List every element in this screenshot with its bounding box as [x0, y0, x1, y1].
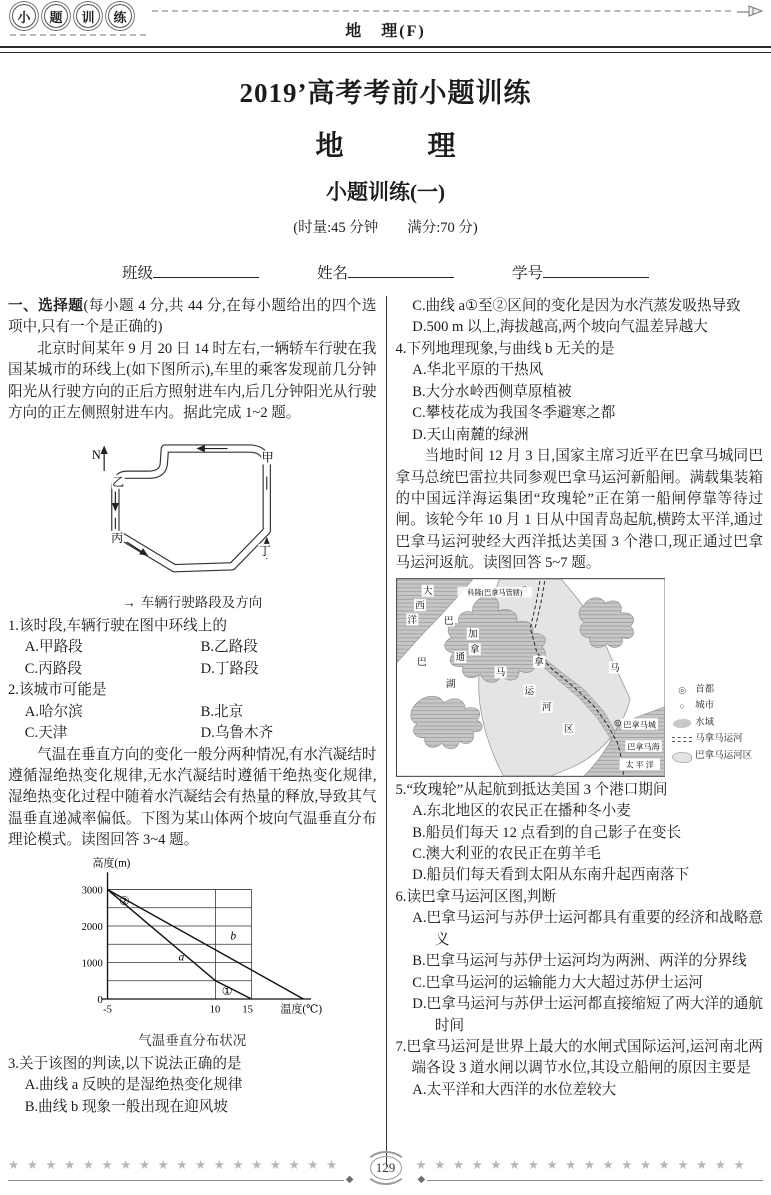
- canal-dash-icon: [671, 737, 693, 742]
- title-block: [0, 71, 771, 237]
- option: D.乌鲁木齐: [200, 725, 274, 742]
- svg-text:运: 运: [524, 685, 534, 697]
- diamond-icon: ◆: [417, 1174, 426, 1185]
- option: A.华北平原的干热风: [412, 362, 544, 379]
- panama-map-figure: [396, 578, 764, 777]
- star-row-left: ★★★★★★★★★★★★★★★★★★: [8, 1158, 345, 1172]
- svg-text:15: 15: [242, 1004, 254, 1016]
- legend-zone: [671, 752, 763, 763]
- option: C.曲线 a①至②区间的变化是因为水汽蒸发吸热导致: [412, 298, 741, 314]
- curve-a-label: a: [178, 951, 185, 964]
- svg-text:河: 河: [541, 701, 551, 713]
- footer-rule-left: [8, 1180, 344, 1181]
- svg-text:巴拿马海: 巴拿马海: [626, 742, 660, 752]
- road-diagram: [42, 428, 342, 585]
- svg-text:乙: 乙: [112, 474, 125, 489]
- svg-text:湖: 湖: [445, 678, 455, 690]
- left-column: [8, 296, 386, 1166]
- svg-text:-5: -5: [103, 1004, 113, 1016]
- option: B.船员们每天 12 点看到的自己影子在变长: [412, 824, 682, 841]
- svg-text:通: 通: [454, 651, 465, 663]
- city-icon: ○: [679, 701, 685, 712]
- svg-text:0: 0: [97, 994, 103, 1006]
- logo-char: 练: [108, 4, 132, 28]
- option: C.巴拿马运河的运输能力大大超过苏伊士运河: [412, 974, 703, 991]
- chart-y-axis-label: 高度(m): [92, 857, 131, 870]
- pencil-icon: [735, 2, 765, 20]
- svg-text:丙: 丙: [111, 530, 124, 545]
- svg-text:巴: 巴: [443, 615, 454, 627]
- direction-arrow-icon: →: [122, 595, 135, 611]
- svg-text:1000: 1000: [81, 958, 103, 970]
- mark-1: ①: [222, 983, 233, 998]
- question-4-options: [396, 360, 764, 446]
- temperature-chart-caption: 气温垂直分布状况: [138, 1033, 247, 1049]
- right-column: [386, 296, 764, 1166]
- option: B.北京: [200, 703, 244, 720]
- option: A.哈尔滨: [24, 703, 83, 720]
- intro-paragraph-panama: 当地时间 12 月 3 日,国家主席习近平在巴拿马城同巴拿马总统巴雷拉共同参观巴拿马运河新船闸。满载集装箱的中国远洋海运集团“玫瑰轮”正在第一船闸停靠等待过闸。该轮今年 10 月 1 日从中国青岛起航,横跨太平洋,通过巴拿马运河驶经大西洋抵达美国 3 个港口,现正通过巴拿马运河返航。读图回答 5~7 题。: [395, 448, 763, 572]
- legend-canal: [671, 735, 763, 745]
- class-blank: [153, 262, 259, 279]
- footer-left-decoration: [8, 1157, 356, 1185]
- water-area-icon: [671, 719, 693, 728]
- intro-paragraph-temperature: 气温在垂直方向的变化一般分两种情况,有水汽凝结时遵循湿绝热变化规律,无水汽凝结时遵循干绝热变化规律,湿绝热变化过程中随着水汽凝结会有热量的释放,导致其气温垂直递减率偏低。下图为某山体两个坡向气温垂直分布理论模式。读图回答 3~4 题。: [8, 746, 377, 849]
- option: A.曲线 a 反映的是湿绝热变化规律: [24, 1077, 243, 1094]
- question-6-options: [396, 908, 764, 1037]
- header-dashed-rule: [152, 10, 731, 12]
- question-5-options: [396, 801, 764, 887]
- exam-subject: 地 理: [315, 131, 456, 162]
- id-field: [512, 261, 649, 283]
- name-label: 姓名: [316, 265, 348, 282]
- svg-text:马: 马: [495, 667, 505, 679]
- class-label: 班级: [121, 265, 153, 282]
- question-3-stem: 3.关于该图的判读,以下说法正确的是: [8, 1056, 242, 1072]
- question-4-stem: 4.下列地理现象,与曲线 b 无关的是: [395, 340, 615, 357]
- option: C.天津: [24, 725, 68, 742]
- footer-right-decoration: [416, 1157, 764, 1185]
- option: D.天山南麓的绿洲: [412, 426, 529, 443]
- road-diagram-figure: [8, 428, 377, 613]
- temperature-chart: [48, 855, 336, 1023]
- mark-2: ②: [119, 893, 131, 908]
- svg-text:大: 大: [422, 585, 432, 597]
- svg-text:2000: 2000: [81, 921, 103, 933]
- question-1-stem: 1.该时段,车辆行驶在图中环线上的: [8, 617, 227, 634]
- exam-main-title: 2019’高考考前小题训练: [239, 78, 532, 108]
- pacific-label: [619, 758, 659, 770]
- question-1-options: [8, 637, 377, 680]
- logo-char: 小: [12, 4, 36, 28]
- chart-x-axis-label: 温度(℃): [280, 1003, 323, 1016]
- panama-canal-map: [396, 578, 666, 777]
- svg-text:太 平 洋: 太 平 洋: [624, 760, 654, 770]
- legend-label: 马拿马运河: [695, 734, 743, 745]
- road-label-jia: [261, 450, 274, 464]
- svg-text:拿: 拿: [533, 656, 544, 668]
- option: D.丁路段: [200, 660, 259, 677]
- logo-char: 题: [44, 4, 68, 28]
- svg-text:甲: 甲: [261, 450, 275, 465]
- svg-text:西: 西: [414, 600, 425, 612]
- legend-label: 城市: [695, 701, 715, 712]
- option: B.大分水岭西侧草原植被: [412, 383, 572, 400]
- road-caption-text: 车辆行驶路段及方向: [140, 595, 263, 611]
- question-7-stem: 7.巴拿马运河是世界上最大的水闸式国际运河,运河南北两端各设 3 道水闸以调节水位,其设立船闸的原因主要是: [395, 1038, 763, 1077]
- logo-char: 训: [76, 4, 100, 28]
- page-header: [0, 0, 771, 46]
- legend-water: [671, 719, 763, 729]
- option: B.乙路段: [200, 639, 258, 656]
- option: A.东北地区的农民正在播种冬小麦: [412, 803, 631, 820]
- legend-label: 水域: [695, 717, 715, 728]
- panama-city-capital-marker: [614, 720, 620, 726]
- name-blank: [348, 262, 454, 279]
- option: D.巴拿马运河与苏伊士运河都直接缩短了两大洋的通航时间: [412, 996, 763, 1034]
- svg-text:区: 区: [563, 723, 574, 735]
- option: D.500 m 以上,海拔越高,两个坡向气温差异越大: [412, 319, 708, 336]
- section-heading-rest: (每小题 4 分,共 44 分,在每小题给出的四个选项中,只有一个是正确的): [8, 298, 377, 336]
- svg-text:巴拿马城: 巴拿马城: [622, 720, 656, 730]
- svg-text:丁: 丁: [259, 543, 272, 558]
- legend-label: 首都: [695, 684, 715, 695]
- panama-bay-label: [625, 740, 661, 752]
- svg-text:加: 加: [467, 628, 478, 640]
- option: C.澳大利亚的农民正在剪羊毛: [412, 846, 601, 862]
- option: C.攀枝花成为我国冬季避寒之都: [412, 405, 616, 422]
- exam-meta: (时量:45 分钟 满分:70 分): [293, 220, 478, 236]
- question-7-options: [396, 1080, 764, 1101]
- intro-paragraph-sun: 北京时间某年 9 月 20 日 14 时左右,一辆轿车行驶在我国某城市的环线上(如下图所示),车里的乘客发现前几分钟阳光从行驶方向的正后方照射进车内,后几分钟阳光从行驶方向的正左侧照射进车内。据此完成 1~2 题。: [8, 340, 377, 422]
- exam-subtitle: 小题训练(一): [326, 180, 445, 204]
- canal-zone-icon: [671, 752, 693, 763]
- footer-rule-right: [427, 1180, 763, 1181]
- name-field: [317, 261, 454, 283]
- option: A.太平洋和大西洋的水位差较大: [412, 1081, 617, 1098]
- diamond-icon: ◆: [345, 1174, 354, 1185]
- section-heading: [8, 296, 377, 339]
- legend-city: [671, 702, 763, 712]
- question-2-stem: 2.该城市可能是: [8, 682, 107, 699]
- question-6-stem: 6.读巴拿马运河区图,判断: [395, 888, 557, 905]
- question-2-options: [8, 702, 377, 745]
- north-label: N: [92, 447, 102, 462]
- svg-text:10: 10: [210, 1004, 221, 1016]
- option: B.巴拿马运河与苏伊士运河均为两洲、两洋的分界线: [412, 953, 747, 970]
- class-field: [122, 261, 259, 283]
- map-legend: [671, 686, 763, 777]
- svg-text:洋: 洋: [407, 614, 417, 626]
- option: A.巴拿马运河与苏伊士运河都具有重要的经济和战略意义: [412, 910, 763, 948]
- question-5-stem: 5.“玫瑰轮”从起航到抵达美国 3 个港口期间: [395, 781, 668, 798]
- svg-text:马: 马: [609, 662, 620, 674]
- colon-label: [457, 587, 532, 598]
- legend-label: 巴拿马运河区: [695, 751, 753, 762]
- student-fields: [0, 261, 771, 283]
- legend-capital: [671, 686, 763, 696]
- exam-body: [0, 296, 771, 1166]
- capital-icon: ◎: [678, 684, 687, 695]
- curve-b-label: b: [230, 930, 237, 943]
- road-diagram-caption: [8, 593, 377, 613]
- star-row-right: ★★★★★★★★★★★★★★★★★★: [415, 1158, 753, 1172]
- option: C.丙路段: [24, 660, 82, 677]
- section-heading-bold: 一、选择题: [8, 298, 84, 314]
- header-subject-title: 地 理(F): [345, 23, 426, 40]
- option: D.船员们每天看到太阳从东南升起西南落下: [412, 867, 690, 884]
- road-label-yi: [112, 474, 125, 488]
- svg-text:拿: 拿: [469, 644, 479, 656]
- panama-city-label: [621, 718, 657, 730]
- question-3-options-continued: [396, 296, 764, 339]
- header-divider: [0, 46, 771, 53]
- id-label: 学号: [512, 265, 544, 282]
- road-label-bing: [111, 530, 124, 544]
- page-number-badge: [364, 1151, 408, 1185]
- question-3-options: [8, 1075, 377, 1118]
- road-label-ding: [259, 544, 272, 558]
- temperature-chart-figure: [8, 855, 377, 1051]
- id-blank: [543, 262, 649, 279]
- page-footer: [8, 1151, 763, 1185]
- svg-text:科隆(巴拿马管辖): 科隆(巴拿马管辖): [466, 588, 522, 597]
- option: A.甲路段: [24, 639, 83, 656]
- svg-text:3000: 3000: [81, 885, 103, 897]
- option: B.曲线 b 现象一般出现在迎风坡: [24, 1098, 228, 1115]
- page-number: 129: [370, 1156, 402, 1180]
- svg-text:巴: 巴: [416, 656, 427, 668]
